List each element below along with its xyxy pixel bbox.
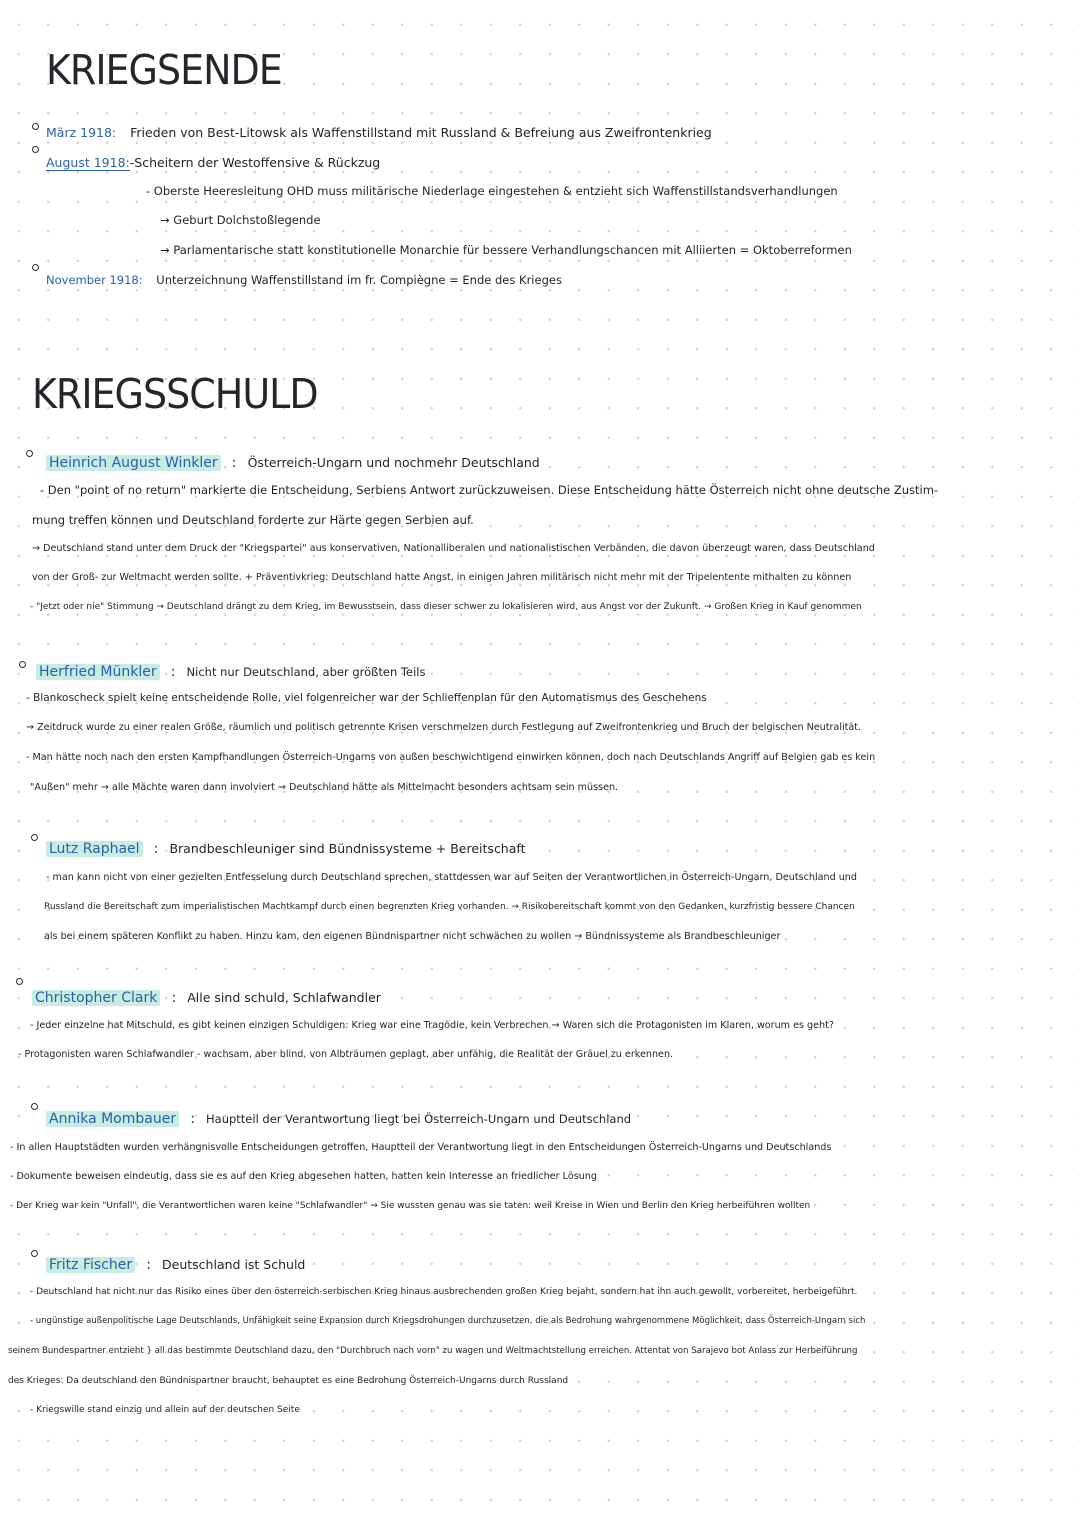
author-muenkler: Herfried Münkler : Nicht nur Deutschland, aber größten Teils [36,661,425,680]
entry-text: Frieden von Best-Litowsk als Waffenstillstand mit Russland & Befreiung aus Zweifrontenkrieg [130,125,712,140]
fischer-line-3: seinem Bundespartner entzieht } all das bestimmte Deutschland dazu, den "Durchbruch nach vorn" zu wagen und Weltmachtstellung erreichen. Attentat von Sarajevo bot Anlass zur Herbeiführung [8,1346,858,1356]
entry-text: -Scheitern der Westoffensive & Rückzug [129,155,381,170]
entry-maerz-1918 [46,125,712,140]
bullet-icon [32,264,39,271]
bullet-icon [26,450,33,457]
author-name: Christopher Clark [32,990,160,1006]
bullet-icon [31,1103,38,1110]
muenkler-line-3: - Man hätte noch nach den ersten Kampfhandlungen Österreich-Ungarns von außen beschwichtigend einwirken können, doch nach Deutschlands Angriff auf Belgien gab es kein [26,752,876,763]
bullet-icon [32,123,39,130]
bullet-icon [16,978,23,985]
fischer-line-4: des Krieges: Da deutschland den Bündnispartner braucht, behauptet es eine Bedrohung Österreich-Ungarns durch Russland [8,1376,569,1386]
bullet-icon [19,661,26,668]
raphael-line-2: Russland die Bereitschaft zum imperialistischen Machtkampf durch einen begrenzten Krieg vorhanden. → Risikobereitschaft kommt von den Gedanken, kurzfristig bessere Chancen [44,902,855,912]
author-thesis: Nicht nur Deutschland, aber größten Teils [186,665,426,679]
muenkler-line-1: - Blankoscheck spielt keine entscheidende Rolle, viel folgenreicher war der Schlieffenplan für den Automatismus des Geschehens [26,692,707,704]
clark-line-1: - Jeder einzelne hat Mitschuld, es gibt keinen einzigen Schuldigen: Krieg war eine Tragödie, kein Verbrechen → Waren sich die Protagonisten im Klaren, worum es geht? [30,1020,834,1031]
author-name: Fritz Fischer [46,1257,135,1273]
sub-ohl: - Oberste Heeresleitung OHD muss militärische Niederlage eingestehen & entzieht sich Waffenstillstandsverhandlungen [146,184,838,198]
entry-date: August 1918: [46,155,130,170]
heading-kriegsende: KRIEGSENDE [46,46,282,94]
entry-date: März 1918: [46,125,117,140]
bullet-icon [31,1250,38,1257]
author-thesis: Hauptteil der Verantwortung liegt bei Österreich-Ungarn und Deutschland [206,1112,632,1126]
clark-line-2: - Protagonisten waren Schlafwandler - wachsam, aber blind, von Albträumen geplagt, aber unfähig, die Realität der Gräuel zu erkennen. [18,1049,674,1060]
fischer-line-1: - Deutschland hat nicht nur das Risiko eines über den österreich-serbischen Krieg hinaus ausbrechenden großen Krieg bejaht, sondern hat ihn auch gewollt, vorbereitet, herbeigeführt. [30,1287,858,1297]
sub-dolchstoss: → Geburt Dolchstoßlegende [160,213,321,227]
bullet-icon [31,834,38,841]
mombauer-line-3: - Der Krieg war kein "Unfall", die Verantwortlichen waren keine "Schlafwandler" → Sie wussten genau was sie taten: weil Kreise in Wien und Berlin den Krieg herbeiführen wollten [10,1201,811,1211]
author-name: Herfried Münkler [36,664,160,680]
author-thesis: Alle sind schuld, Schlafwandler [187,990,381,1005]
author-thesis: Deutschland ist Schuld [162,1257,306,1272]
raphael-line-1: - man kann nicht von einer gezielten Entfesselung durch Deutschland sprechen, stattdessen war auf Seiten der Verantwortlichen in Österreich-Ungarn, Deutschland und [46,872,857,883]
author-name: Lutz Raphael [46,841,143,857]
entry-date: November 1918: [46,273,143,287]
heading-kriegsschuld: KRIEGSSCHULD [32,370,318,418]
winkler-line-4: von der Groß- zur Weltmacht werden sollte. + Präventivkrieg: Deutschland hatte Angst, in einigen Jahren militärisch nicht mehr mit der Tripelentente mithalten zu können [32,572,852,583]
raphael-line-3: als bei einem späteren Konflikt zu haben. Hinzu kam, den eigenen Bündnispartner nicht schwächen zu wollen → Bündnissysteme als Brandbeschleuniger [44,931,781,942]
author-clark: Christopher Clark : Alle sind schuld, Schlafwandler [32,987,381,1006]
entry-august-1918 [46,155,380,170]
winkler-line-1: - Den "point of no return" markierte die Entscheidung, Serbiens Antwort zurückzuweisen. Diese Entscheidung hätte Österreich nicht ohne deutsche Zustim- [40,483,939,497]
author-winkler: Heinrich August Winkler : Österreich-Ungarn und nochmehr Deutschland [46,452,540,471]
author-raphael: Lutz Raphael : Brandbeschleuniger sind Bündnissysteme + Bereitschaft [46,838,525,857]
author-thesis: Österreich-Ungarn und nochmehr Deutschland [247,455,540,470]
muenkler-line-4: "Außen" mehr → alle Mächte waren dann involviert ⇒ Deutschland hätte als Mittelmacht besonders achtsam sein müssen. [30,782,619,793]
entry-text: Unterzeichnung Waffenstillstand im fr. Compiègne = Ende des Krieges [156,273,562,287]
winkler-line-3: → Deutschland stand unter dem Druck der "Kriegspartei" aus konservativen, Nationalliberalen und nationalistischen Verbänden, die davon überzeugt waren, dass Deutschland [32,543,875,554]
author-name: Heinrich August Winkler [46,455,221,471]
muenkler-line-2: → Zeitdruck wurde zu einer realen Größe, räumlich und politisch getrennte Krisen verschmelzen durch Festlegung auf Zweifrontenkrieg und Bruch der belgischen Neutralität. [26,722,862,733]
fischer-line-5: - Kriegswille stand einzig und allein auf der deutschen Seite [30,1405,300,1415]
author-name: Annika Mombauer [46,1111,179,1127]
author-fischer: Fritz Fischer : Deutschland ist Schuld [46,1254,305,1273]
winkler-line-5: - "Jetzt oder nie" Stimmung → Deutschland drängt zu dem Krieg, im Bewusstsein, dass dieser schwer zu lokalisieren wird, aus Angst vor der Zukunft. → Großen Krieg in Kauf genommen [30,602,862,612]
author-mombauer: Annika Mombauer : Hauptteil der Verantwortung liegt bei Österreich-Ungarn und Deutschland [46,1108,631,1127]
fischer-line-2: - ungünstige außenpolitische Lage Deutschlands, Unfähigkeit seine Expansion durch Kriegsdrohungen durchzusetzen, die als Bedrohung wahrgenommene Möglichkeit, dass Österreich-Ungarn sich [30,1316,866,1326]
mombauer-line-1: - In allen Hauptstädten wurden verhängnisvolle Entscheidungen getroffen, Hauptteil der Verantwortung liegt in den Entscheidungen Österreich-Ungarns und Deutschlands [10,1142,832,1153]
winkler-line-2: mung treffen können und Deutschland forderte zur Härte gegen Serbien auf. [32,513,474,527]
mombauer-line-2: - Dokumente beweisen eindeutig, dass sie es auf den Krieg abgesehen hatten, hatten kein Interesse an friedlicher Lösung [10,1171,597,1182]
sub-oktoberreformen: → Parlamentarische statt konstitutionelle Monarchie für bessere Verhandlungschancen mit Alliierten = Oktoberreformen [160,243,852,257]
author-thesis: Brandbeschleuniger sind Bündnissysteme + Bereitschaft [169,841,526,856]
bullet-icon [32,146,39,153]
entry-november-1918 [46,273,562,287]
